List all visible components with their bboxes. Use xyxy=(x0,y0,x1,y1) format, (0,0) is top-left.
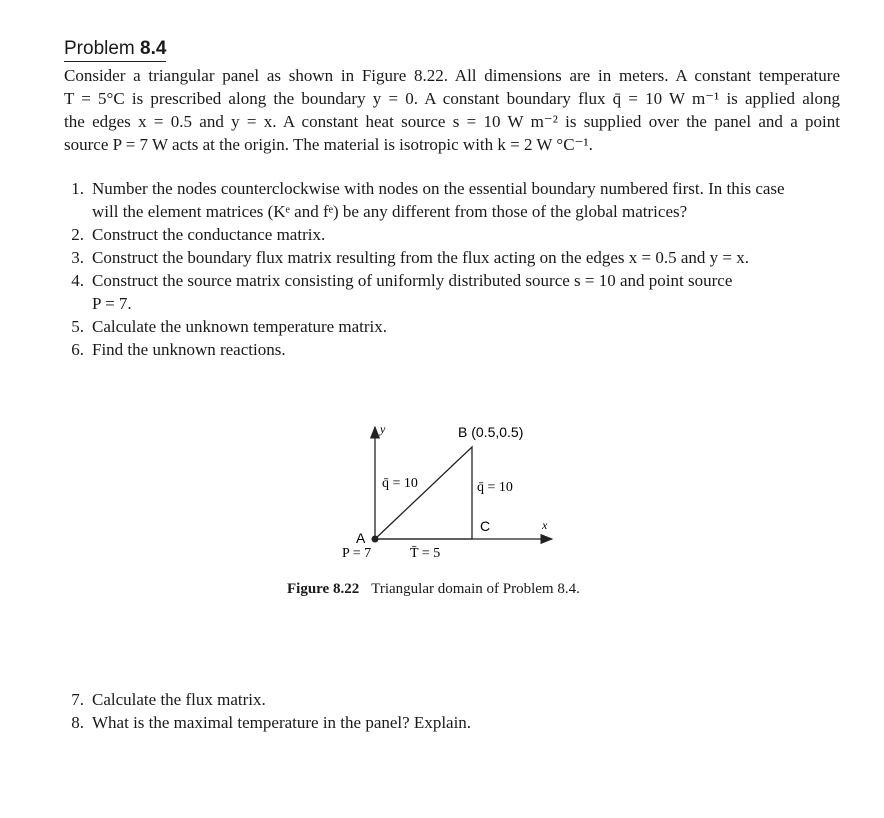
node-a-label: A xyxy=(356,530,366,546)
bottom-temperature-label: T̄ = 5 xyxy=(410,546,441,561)
question-text: Construct the conductance matrix. xyxy=(92,225,326,244)
figure-caption-text: Triangular domain of Problem 8.4. xyxy=(371,581,580,597)
question-text: Number the nodes counterclockwise with nodes on the essential boundary numbered first. In this case xyxy=(92,179,785,198)
node-c-label: C xyxy=(480,518,491,534)
question-item xyxy=(58,223,840,246)
y-axis-label: y xyxy=(380,422,386,436)
question-text: Calculate the flux matrix. xyxy=(92,690,266,709)
statement-line: Consider a triangular panel as shown in Figure 8.22. All dimensions are in meters. A constant temperature xyxy=(64,66,840,85)
problem-statement xyxy=(64,64,840,156)
question-item xyxy=(58,246,840,269)
problem-title xyxy=(64,38,166,62)
triangular-domain-figure xyxy=(330,415,570,565)
question-text: What is the maximal temperature in the panel? Explain. xyxy=(92,713,472,732)
question-number: 6. xyxy=(71,340,84,359)
problem-number: 8.4 xyxy=(140,38,167,59)
question-text: P = 7. xyxy=(92,294,132,313)
statement-line: T = 5°C is prescribed along the boundary y = 0. A constant boundary flux q̄ = 10 W m⁻¹ is applied along xyxy=(64,89,840,108)
question-number: 4. xyxy=(71,271,84,290)
figure-caption xyxy=(287,581,580,598)
diagonal-flux-label: q̄ = 10 xyxy=(382,476,418,491)
question-item xyxy=(58,177,840,223)
question-number: 5. xyxy=(71,317,84,336)
node-a-dot xyxy=(372,536,379,543)
question-item xyxy=(58,315,840,338)
question-text: Construct the boundary flux matrix resulting from the flux acting on the edges x = 0.5 and y = x. xyxy=(92,248,750,267)
point-source-label: P = 7 xyxy=(342,546,372,561)
statement-line: the edges x = 0.5 and y = x. A constant heat source s = 10 W m⁻² is supplied over the panel and a point xyxy=(64,112,840,131)
question-text: will the element matrices (Kᵉ and fᵉ) be any different from those of the global matrices? xyxy=(92,202,688,221)
question-number: 1. xyxy=(71,179,84,198)
figure-caption-label: Figure 8.22 xyxy=(287,581,360,597)
question-item xyxy=(58,711,840,734)
question-list-part1 xyxy=(58,177,840,361)
question-list-part2 xyxy=(58,688,840,734)
question-item xyxy=(58,338,840,361)
problem-label: Problem xyxy=(64,38,135,59)
node-b-label: B (0.5,0.5) xyxy=(458,424,524,440)
question-item xyxy=(58,269,840,315)
question-number: 7. xyxy=(71,690,84,709)
triangle-panel xyxy=(375,447,472,539)
question-text: Construct the source matrix consisting of uniformly distributed source s = 10 and point source xyxy=(92,271,733,290)
x-axis-label: x xyxy=(542,518,548,532)
question-text: Calculate the unknown temperature matrix. xyxy=(92,317,388,336)
question-number: 3. xyxy=(71,248,84,267)
right-edge-flux-label: q̄ = 10 xyxy=(477,480,513,495)
statement-line: source P = 7 W acts at the origin. The material is isotropic with k = 2 W °C⁻¹. xyxy=(64,135,593,154)
question-number: 2. xyxy=(71,225,84,244)
question-text: Find the unknown reactions. xyxy=(92,340,286,359)
question-number: 8. xyxy=(71,713,84,732)
question-item xyxy=(58,688,840,711)
